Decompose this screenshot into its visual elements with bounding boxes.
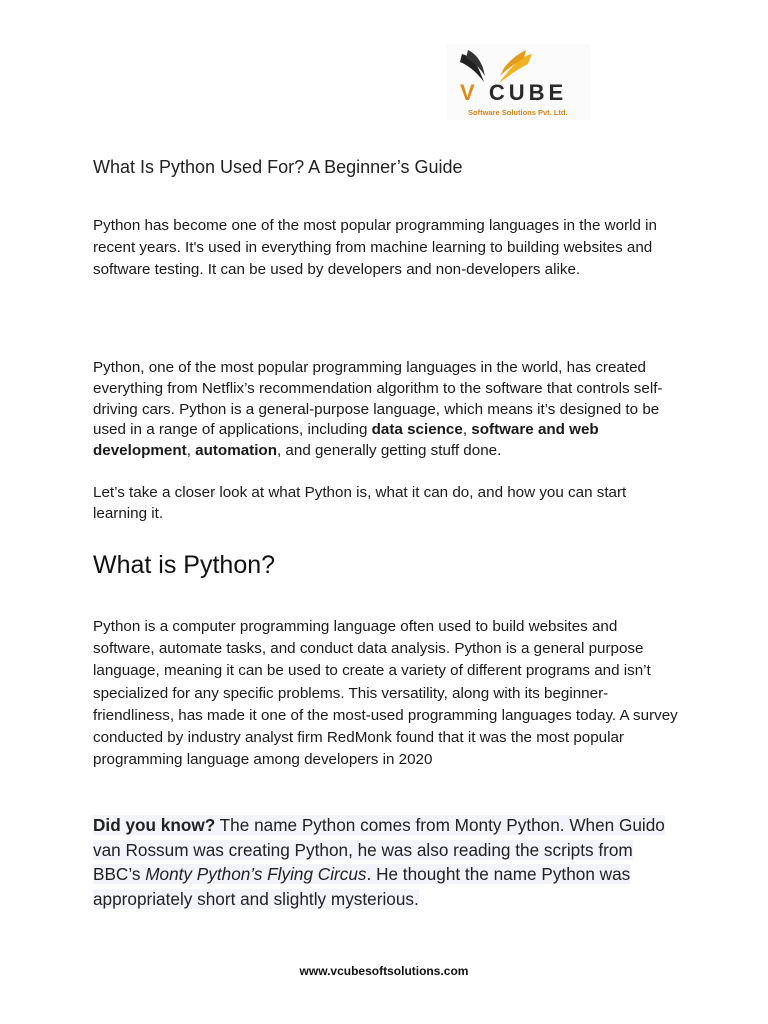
bold-automation: automation bbox=[195, 442, 277, 460]
closer-look-paragraph: Let’s take a closer look at what Python is, what it can do, and how you can start learning it. bbox=[93, 484, 627, 522]
bold-software-web: software and web development bbox=[93, 421, 599, 460]
section-heading: What is Python? bbox=[93, 551, 276, 579]
brand-tagline: Software Solutions Pvt. Ltd. bbox=[468, 108, 568, 117]
callout-italic-title: Monty Python’s Flying Circus bbox=[145, 864, 367, 885]
bold-data-science: data science bbox=[371, 421, 463, 439]
definition-paragraph: Python is a computer programming language often used to build websites and software, automate tasks, and conduct data analysis. Python is a general purpose language, meaning it can be used to create a variety of different programs and isn’t specialized for any specific problems. This versatility, along with its beginner-friendliness, has made it one of the most-used programming languages today. A survey conducted by industry analyst firm RedMonk found that it was the most popular programming language among developers in 2020 bbox=[93, 618, 678, 769]
callout-lead: Did you know? bbox=[93, 815, 216, 835]
did-you-know-callout: Did you know? The name Python comes from Monty Python. When Guido van Rossum was creating Python, he was also reading the scripts from BBC’s Monty Python’s Flying Circus. He thought the name Python was appropriately short and slightly mysterious. bbox=[93, 815, 665, 909]
brand-name: V CUBE bbox=[460, 80, 568, 105]
company-logo bbox=[446, 44, 590, 120]
overview-paragraph: Python, one of the most popular programming languages in the world, has created everything from Netflix’s recommendation algorithm to the software that controls self-driving cars. Python is a general-purpose language, which means it’s designed to be used in a range of applications, including data science, software and web development, automation, and generally getting stuff done. bbox=[93, 359, 663, 460]
footer-website: www.vcubesoftsolutions.com bbox=[299, 964, 469, 978]
intro-paragraph: Python has become one of the most popular programming languages in the world in recent years. It's used in everything from machine learning to building websites and software testing. It can be used by developers and non-developers alike. bbox=[93, 217, 657, 279]
document-title: What Is Python Used For? A Beginner’s Guide bbox=[93, 157, 463, 177]
